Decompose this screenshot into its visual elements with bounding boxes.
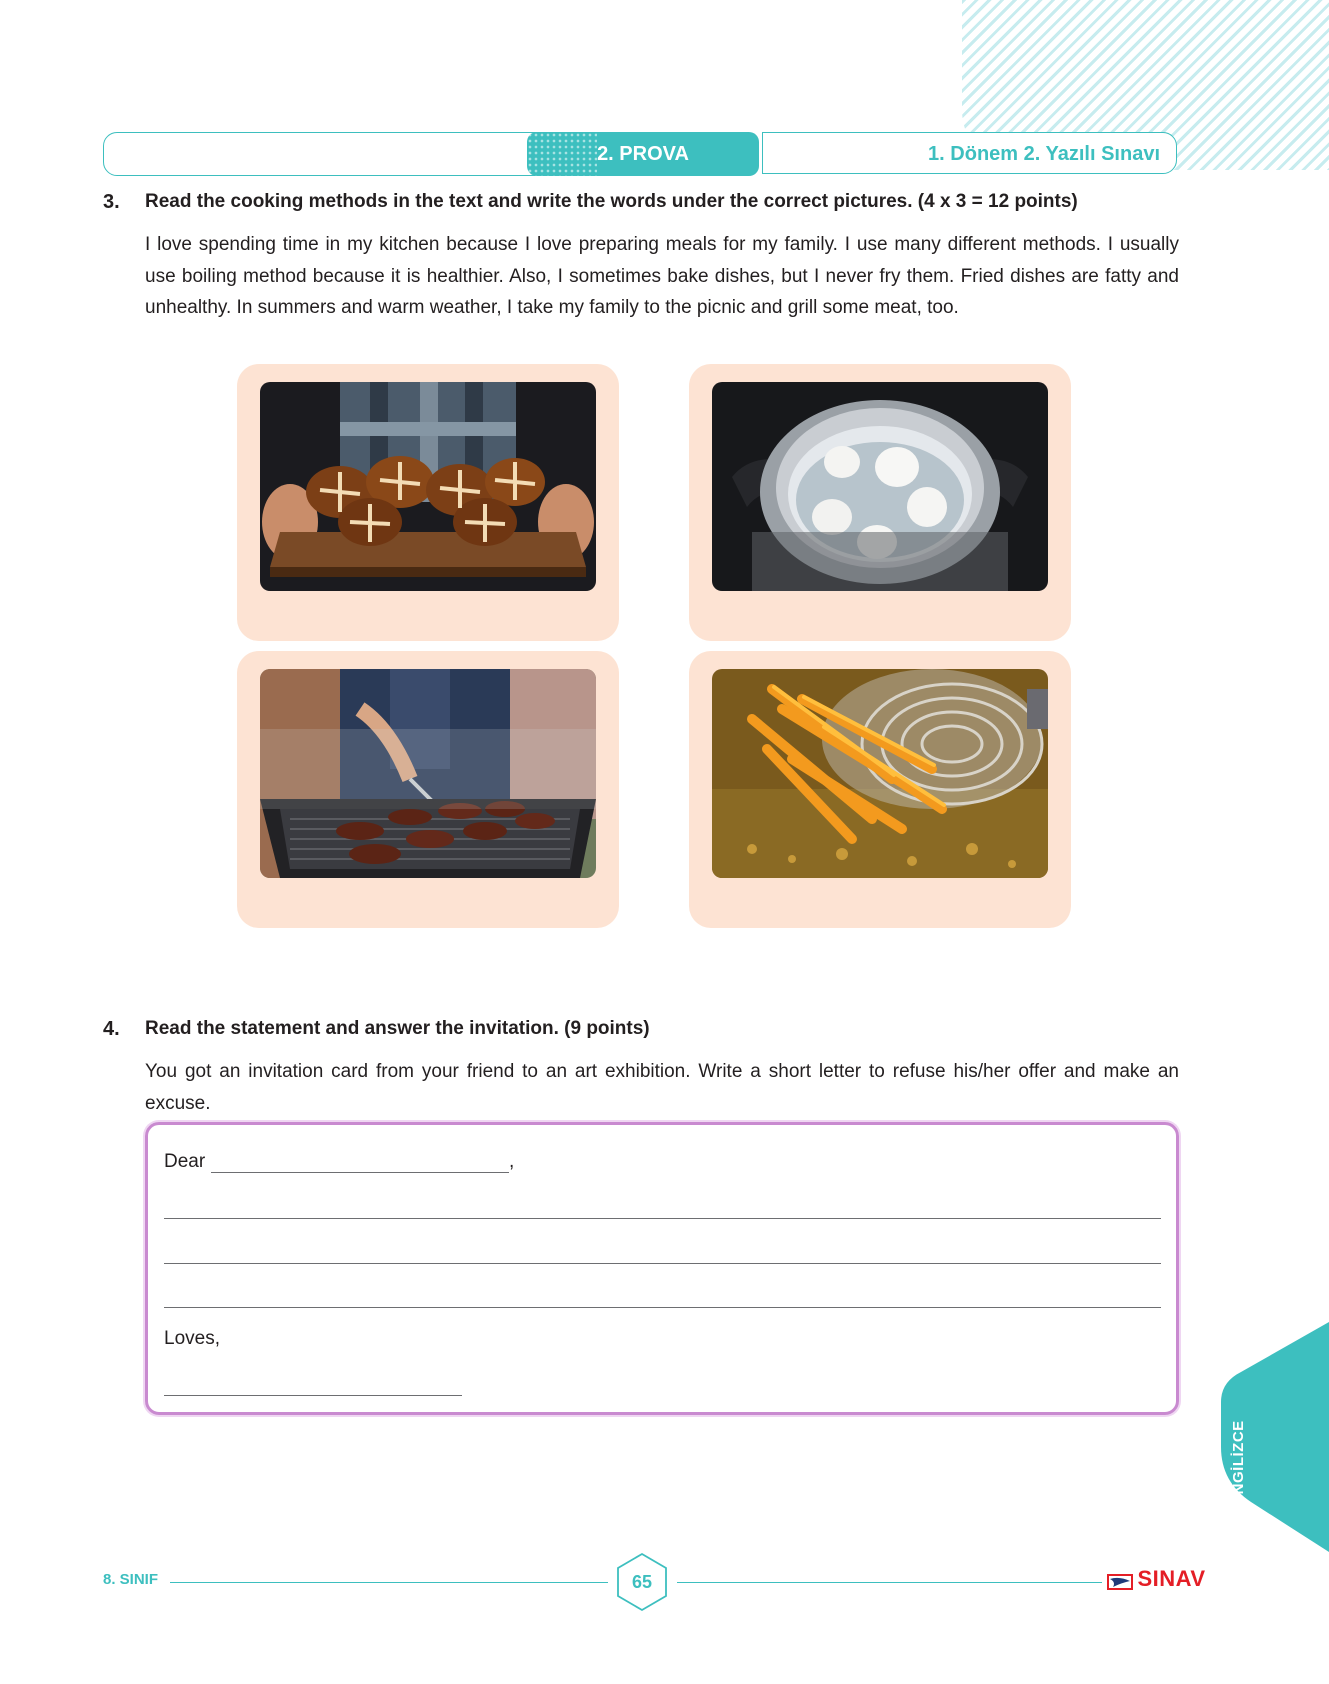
question-4-title: Read the statement and answer the invitation. (9 points) <box>145 1018 650 1039</box>
signature-line[interactable] <box>164 1395 462 1396</box>
question-3-title: Read the cooking methods in the text and write the words under the correct pictures. (4 x 3 = 12 points) <box>145 191 1078 212</box>
greeting-comma: , <box>509 1151 515 1172</box>
page-number: 65 <box>631 1572 653 1592</box>
letter-greeting: Dear <box>164 1151 206 1172</box>
picture-card-grilling <box>237 651 619 928</box>
letter-writing-line[interactable] <box>164 1307 1161 1308</box>
grilled-burgers-photo <box>260 669 596 878</box>
question-3-text: I love spending time in my kitchen because I love preparing meals for my family. I use many different methods. I usually use boiling method because it is healthier. Also, I sometimes bake dishes, but I never fry them. Fried dishes are fatty and unhealthy. In summers and warm weather, I take my family to the picnic and grill some meat, too. <box>145 234 1179 318</box>
footer-divider-right <box>677 1582 1102 1583</box>
letter-writing-line[interactable] <box>164 1263 1161 1264</box>
letter-answer-box <box>145 1122 1179 1415</box>
brand-logo <box>1107 1566 1206 1592</box>
brand-name: SINAV <box>1137 1566 1206 1591</box>
question-3-number: 3. <box>103 191 120 213</box>
brand-bird-icon <box>1107 1571 1133 1593</box>
grade-label: 8. SINIF <box>103 1571 159 1588</box>
prova-dot-pattern <box>527 132 597 176</box>
letter-writing-line[interactable] <box>164 1218 1161 1219</box>
letter-closing: Loves, <box>164 1328 220 1349</box>
prova-badge: 2. PROVA <box>527 132 759 176</box>
footer-divider-left <box>170 1582 608 1583</box>
fried-potatoes-photo <box>712 669 1048 878</box>
picture-card-boiling <box>689 364 1071 641</box>
baked-buns-photo <box>260 382 596 591</box>
question-4-text: You got an invitation card from your friend to an art exhibition. Write a short letter to refuse his/her offer and make an excuse. <box>145 1061 1179 1114</box>
exam-title: 1. Dönem 2. Yazılı Sınavı <box>762 132 1177 174</box>
recipient-name-line[interactable] <box>211 1172 509 1173</box>
boiled-eggs-photo <box>712 382 1048 591</box>
subject-label: İNGİLİZCE <box>1230 1420 1247 1500</box>
question-4-number: 4. <box>103 1018 120 1040</box>
picture-card-frying <box>689 651 1071 928</box>
picture-card-baking <box>237 364 619 641</box>
header-left-frame <box>103 132 537 176</box>
